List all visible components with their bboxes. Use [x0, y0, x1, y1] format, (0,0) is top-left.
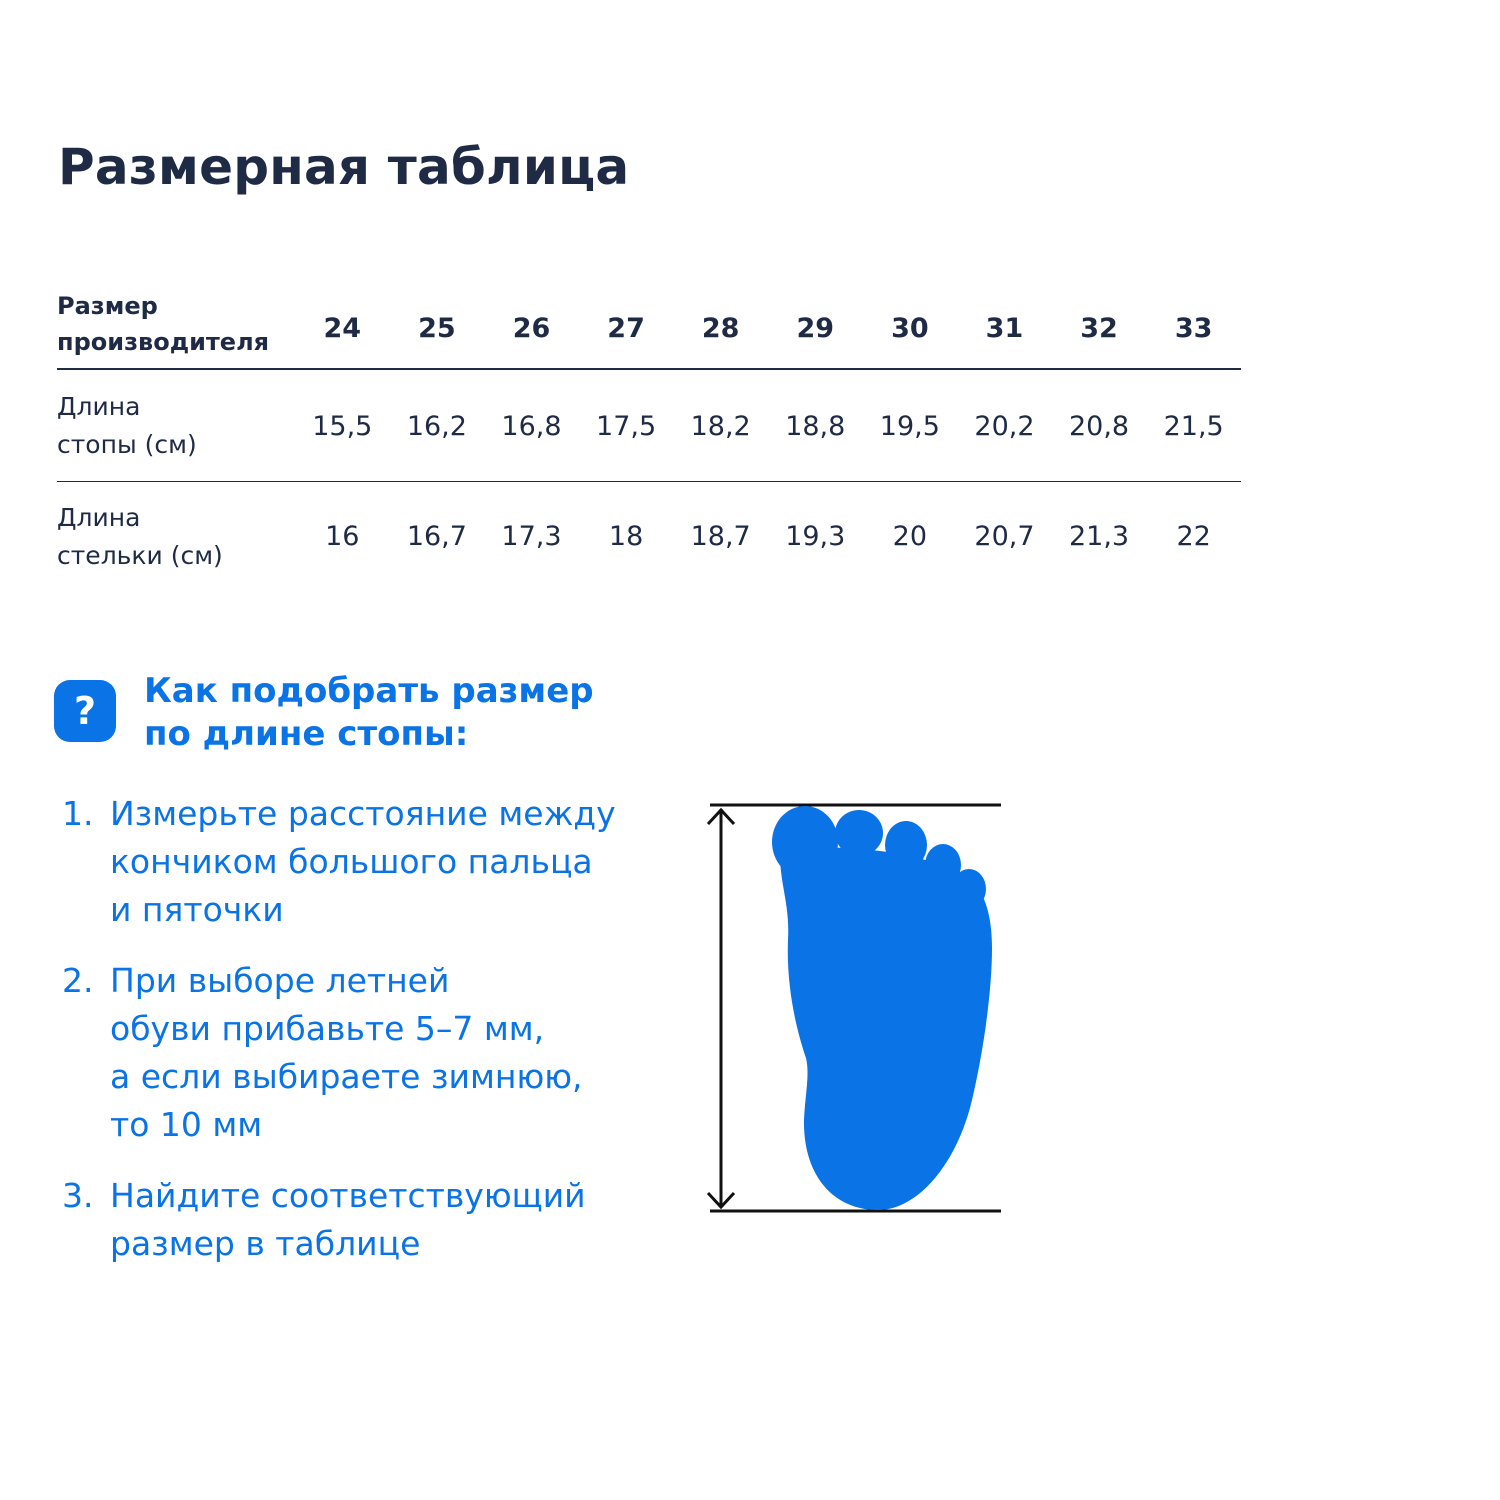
step-number: 1. [62, 794, 94, 833]
size-cell: 30 [863, 280, 958, 369]
size-cell: 31 [957, 280, 1052, 369]
table-row-insole-length [57, 482, 1241, 592]
steps-list [60, 790, 640, 1291]
size-cell: 29 [768, 280, 863, 369]
table-cell: 21,5 [1146, 369, 1241, 482]
step-number: 2. [62, 961, 94, 1000]
table-cell: 18,8 [768, 369, 863, 482]
table-cell: 16,8 [484, 369, 579, 482]
table-cell: 21,3 [1068, 521, 1130, 552]
size-cell: 33 [1146, 280, 1241, 369]
size-cell: 32 [1052, 280, 1147, 369]
table-cell: 20,8 [1052, 369, 1147, 482]
foot-measure-illustration [700, 790, 1020, 1230]
table-cell: 18 [608, 521, 644, 552]
size-cell: 28 [673, 280, 768, 369]
table-cell: 19,5 [863, 369, 958, 482]
manufacturer-size-label: Размер производителя [57, 280, 295, 369]
table-cell: 18,7 [690, 521, 751, 552]
size-cell: 25 [390, 280, 485, 369]
size-cell: 24 [295, 280, 390, 369]
howto-title: Как подобрать размер по длине стопы: [144, 671, 594, 754]
step-text: Измерьте расстояние между кончиком большого пальца и пяточки [110, 794, 616, 929]
table-cell: 17,5 [579, 369, 674, 482]
table-cell: 20,2 [957, 369, 1052, 482]
step-text: Найдите соответствующий размер в таблице [110, 1176, 586, 1263]
list-item [60, 790, 640, 934]
step-text: При выборе летней обуви прибавьте 5–7 мм, а если выбираете зимнюю, то 10 мм [110, 961, 583, 1144]
table-cell: 17,3 [501, 521, 562, 552]
list-item [60, 957, 640, 1149]
foot-icon [772, 806, 992, 1210]
page-title: Размерная таблица [58, 138, 630, 196]
table-cell: 22 [1176, 521, 1211, 552]
table-cell: 19,3 [785, 521, 846, 552]
insole-length-label: Длина стельки (см) [57, 502, 223, 570]
foot-length-label: Длина стопы (см) [57, 369, 295, 482]
table-cell: 16 [325, 521, 360, 552]
table-row-foot-length [57, 369, 1241, 482]
size-cell: 26 [484, 280, 579, 369]
table-cell: 16,2 [390, 369, 485, 482]
size-cell: 27 [579, 280, 674, 369]
table-header-row [57, 280, 1241, 369]
table-cell: 16,7 [406, 521, 467, 552]
table-cell: 18,2 [673, 369, 768, 482]
size-table [57, 280, 1241, 591]
table-cell: 20 [892, 521, 928, 552]
step-number: 3. [62, 1176, 94, 1215]
table-cell: 20,7 [974, 521, 1035, 552]
table-cell: 15,5 [295, 369, 390, 482]
list-item [60, 1172, 640, 1268]
question-icon: ? [54, 680, 116, 742]
